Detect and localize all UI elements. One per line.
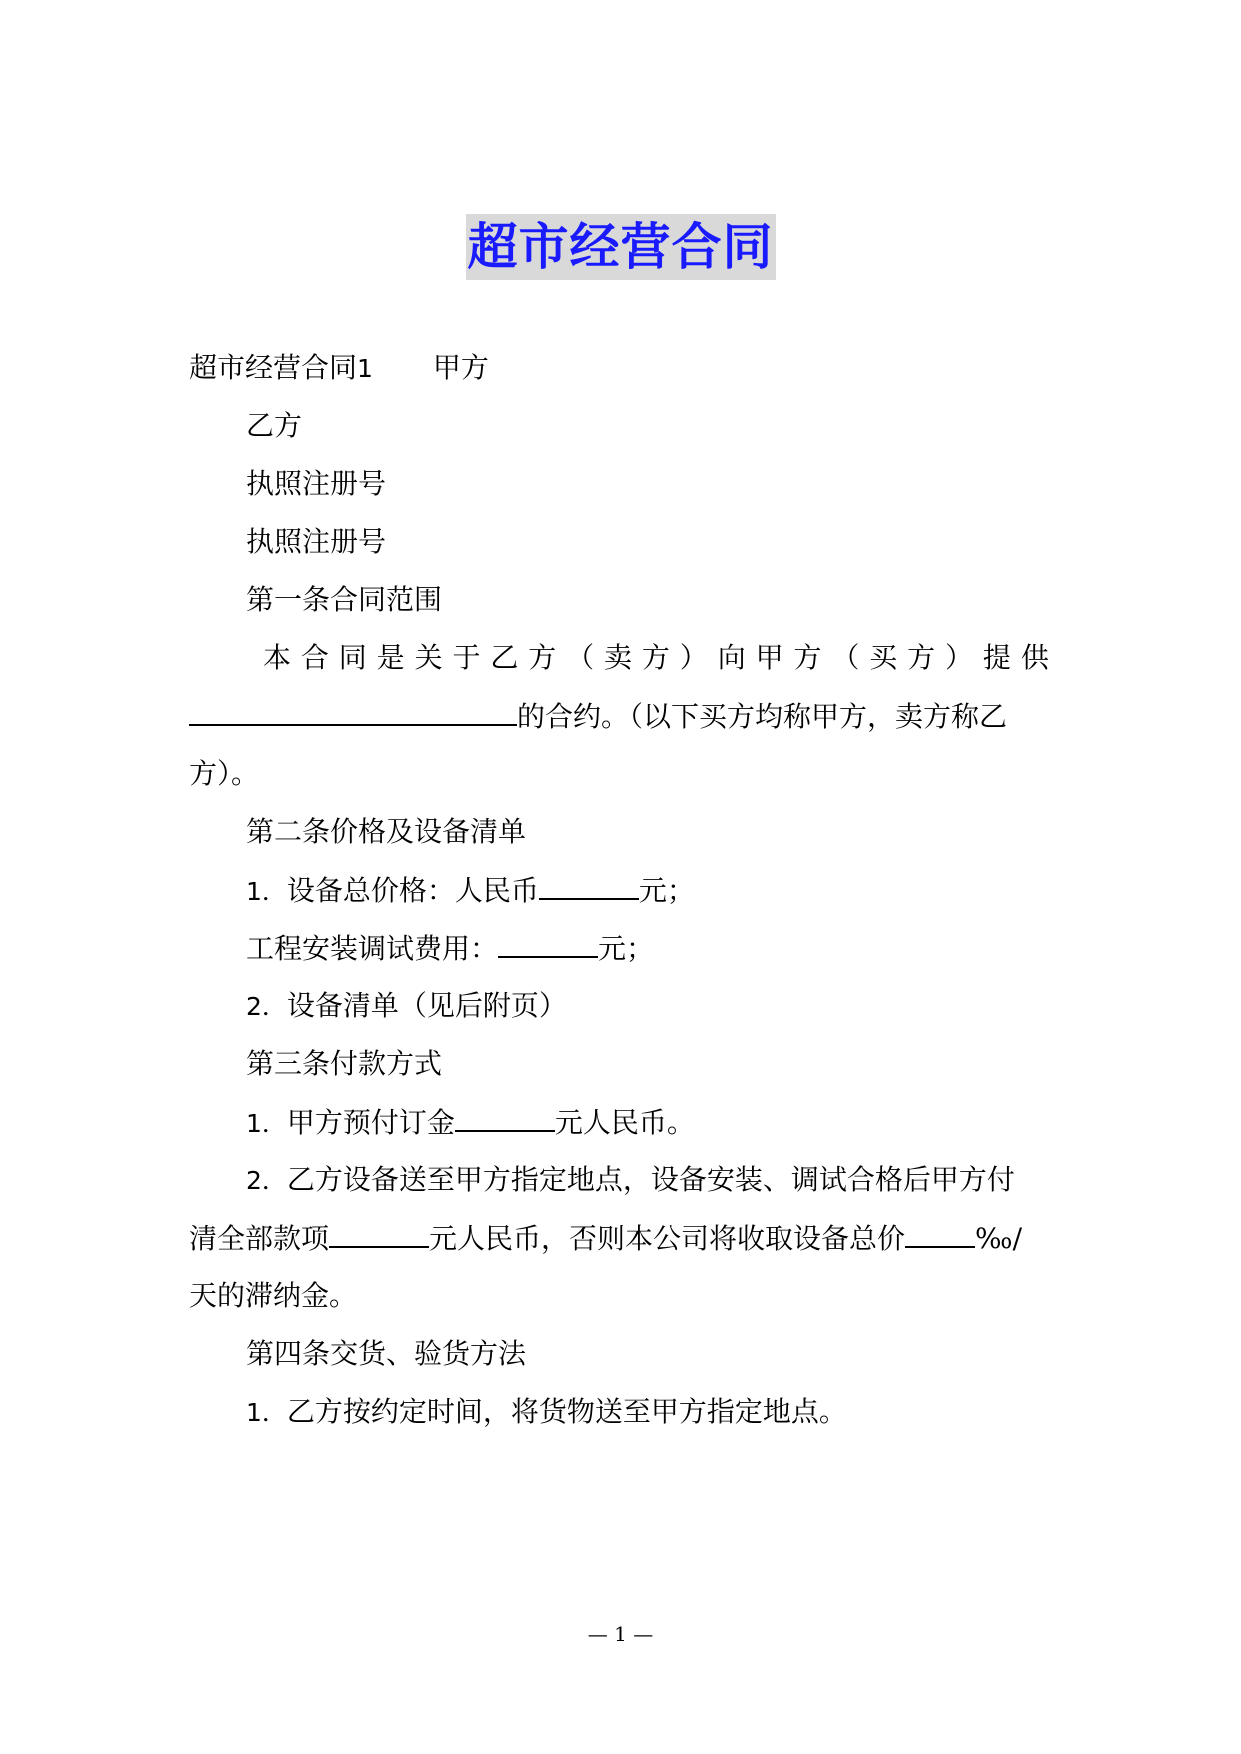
install-fee-label: 工程安装调试费用：	[246, 932, 499, 965]
item-text: 乙方按约定时间，将货物送至甲方指定地点。	[286, 1395, 847, 1428]
item-text: 乙方设备送至甲方指定地点，设备安装、调试合格后甲方付	[286, 1163, 1015, 1196]
char: 关	[414, 641, 443, 674]
char: 本	[263, 641, 292, 674]
license-number-label-2: 执照注册号	[246, 525, 387, 558]
char: 方	[641, 641, 670, 674]
article-2-install-fee	[246, 928, 654, 969]
char: 方	[907, 641, 936, 674]
article-1-paragraph-line-1	[189, 638, 1049, 678]
total-price-blank[interactable]	[539, 870, 639, 900]
item-text: 设备清单（见后附页）	[286, 989, 567, 1022]
item-text: 清全部款项	[189, 1222, 330, 1255]
full-payment-blank[interactable]	[329, 1218, 429, 1248]
install-fee-blank[interactable]	[498, 928, 598, 958]
late-fee-rate-blank[interactable]	[905, 1218, 975, 1248]
article-3-item-1	[246, 1102, 695, 1144]
char: 买	[869, 641, 898, 674]
item-number: 1．	[246, 877, 287, 906]
heading-line	[189, 348, 489, 389]
item-text: 元人民币，否则本公司将收取设备总价	[429, 1222, 906, 1255]
char: 方	[528, 641, 557, 674]
heading-label: 超市经营合同	[189, 351, 358, 384]
article-2-heading: 第二条价格及设备清单	[246, 815, 527, 848]
item-number: 2．	[246, 992, 287, 1021]
item-unit: 元人民币。	[554, 1106, 695, 1139]
article-3-item-2-line-3: 天的滞纳金。	[189, 1279, 358, 1312]
char: 方	[793, 641, 822, 674]
article-4-item-1	[246, 1392, 847, 1433]
char: 于	[452, 641, 481, 674]
article-2-item-2	[246, 986, 567, 1027]
article-4-heading: 第四条交货、验货方法	[246, 1337, 527, 1370]
char: 合	[300, 641, 329, 674]
paragraph-text: 的合约。（以下买方均称甲方，卖方称乙	[517, 700, 1008, 733]
article-2-item-1	[246, 870, 695, 912]
item-unit: 元；	[638, 874, 695, 907]
install-fee-unit: 元；	[598, 932, 655, 965]
char: 是	[376, 641, 405, 674]
article-3-heading: 第三条付款方式	[246, 1047, 443, 1080]
item-number: 2．	[246, 1166, 287, 1195]
item-number: 1．	[246, 1398, 287, 1427]
char: 提	[982, 641, 1011, 674]
page-number: — 1 —	[587, 1622, 654, 1646]
article-3-item-2-line-2	[189, 1218, 1022, 1259]
char: （	[831, 641, 860, 674]
party-b-label: 乙方	[246, 409, 303, 442]
article-3-item-2-line-1	[246, 1160, 1015, 1201]
heading-number: 1	[357, 354, 373, 383]
char: 供	[1020, 641, 1049, 674]
article-1-heading: 第一条合同范围	[246, 583, 443, 616]
license-number-label-1: 执照注册号	[246, 467, 387, 500]
char: 同	[338, 641, 367, 674]
char: 向	[717, 641, 746, 674]
char: 乙	[490, 641, 519, 674]
char: 卖	[604, 641, 633, 674]
char: 甲	[755, 641, 784, 674]
article-1-paragraph-line-2	[189, 696, 1007, 737]
document-title: 超市经营合同	[466, 214, 776, 280]
blank-field[interactable]	[189, 696, 517, 726]
deposit-blank[interactable]	[455, 1102, 555, 1132]
char: （	[566, 641, 595, 674]
char: ）	[679, 641, 708, 674]
item-text: ‰/	[975, 1222, 1023, 1255]
party-a-label: 甲方	[432, 351, 489, 384]
title-container	[0, 214, 1241, 280]
char: ）	[945, 641, 974, 674]
item-number: 1．	[246, 1109, 287, 1138]
item-text: 设备总价格：人民币	[286, 874, 539, 907]
article-1-paragraph-line-3: 方）。	[189, 757, 260, 790]
item-text: 甲方预付订金	[286, 1106, 455, 1139]
